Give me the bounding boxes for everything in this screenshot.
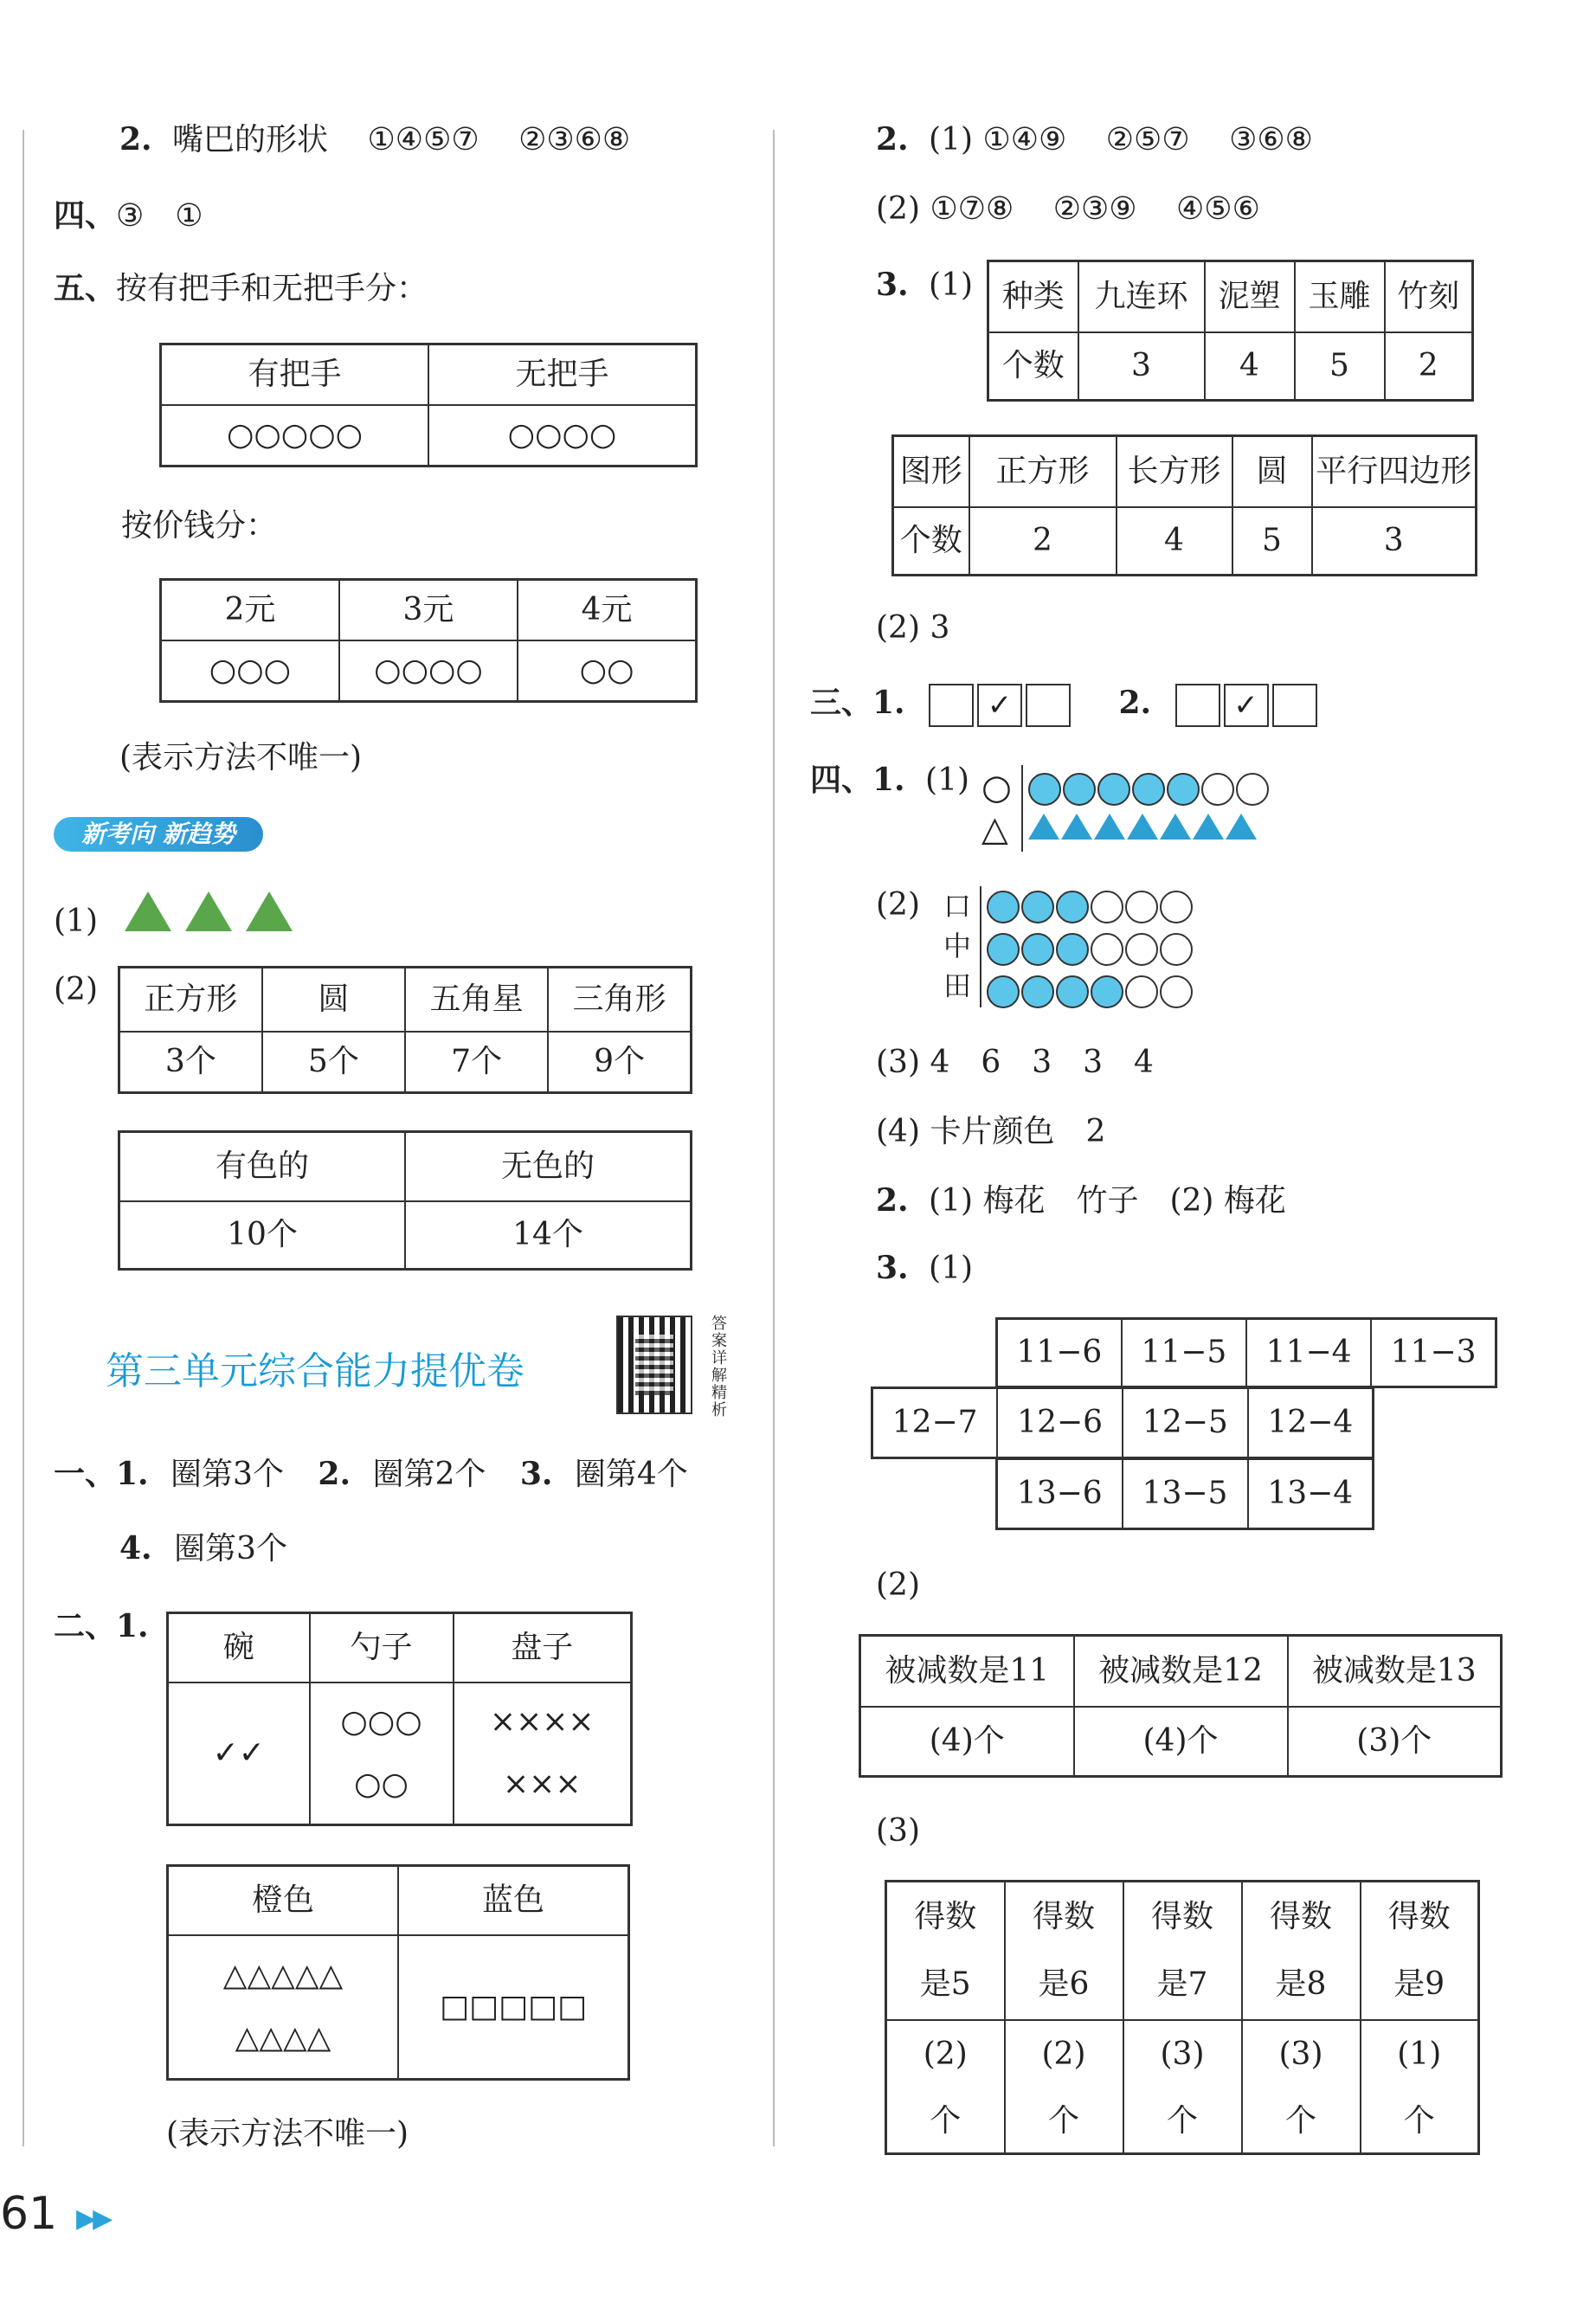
item-number: 3. xyxy=(876,267,909,303)
orange-row-1: △△△△△ xyxy=(222,1958,344,1994)
subtraction-grid xyxy=(871,1317,1497,1532)
table-cell: 11−3 xyxy=(1371,1319,1496,1387)
table-cell: 10个 xyxy=(119,1201,406,1270)
answer-box xyxy=(1272,684,1317,727)
answer-a: ①④⑤⑦ xyxy=(367,122,479,158)
answer-box xyxy=(929,684,974,727)
table-header: 得数 xyxy=(1005,1882,1123,1951)
table-cell: ○○ xyxy=(518,640,696,702)
section5-line xyxy=(876,1182,1286,1219)
answer-box-checked: ✓ xyxy=(977,684,1022,727)
plate-row-2: ××× xyxy=(503,1766,582,1802)
table-cell xyxy=(454,1683,632,1825)
shape-table xyxy=(118,966,692,1094)
table-header: 是8 xyxy=(1242,1951,1361,2020)
item-number: 2. xyxy=(1118,685,1152,721)
next-arrows-icon: ▶▶ xyxy=(76,2204,110,2234)
table-cell: ○○○ xyxy=(161,640,339,702)
triangles xyxy=(125,904,306,939)
answer-box xyxy=(1026,684,1071,727)
answer-c: ③⑥⑧ xyxy=(1229,122,1313,158)
handle-table xyxy=(159,343,698,467)
table-cell xyxy=(168,1935,399,2080)
table-header: 长方形 xyxy=(1117,436,1232,507)
item-text: (1) 梅花 竹子 (2) 梅花 xyxy=(929,1183,1286,1219)
table-header: 被减数是11 xyxy=(860,1636,1074,1707)
table-cell: 2 xyxy=(969,507,1117,576)
color2-table xyxy=(166,1864,630,2081)
minuend-table xyxy=(859,1634,1503,1778)
table-cell: 3 xyxy=(1312,507,1477,576)
table-header: 是6 xyxy=(1005,1951,1123,2020)
table-cell: (2) xyxy=(886,2020,1005,2089)
price-label: 按价钱分： xyxy=(121,508,278,544)
table-header: 五角星 xyxy=(405,968,548,1032)
answer-a: ①④⑨ xyxy=(982,122,1067,158)
table-cell: 11−6 xyxy=(997,1319,1122,1387)
circle-row xyxy=(1028,769,1271,806)
part-label: (1) xyxy=(925,762,970,798)
table-cell: 个 xyxy=(886,2089,1005,2154)
qr-code-icon[interactable] xyxy=(616,1316,692,1414)
q2-label: (2) xyxy=(54,972,98,1007)
sub-row-3 xyxy=(995,1457,1374,1530)
figure-table xyxy=(891,434,1477,576)
table-header: 图形 xyxy=(893,436,969,507)
table-header: 被减数是12 xyxy=(1074,1636,1288,1707)
section1-line-b xyxy=(119,1530,287,1567)
check-boxes-2 xyxy=(1175,685,1321,721)
triangle-label-icon: △ xyxy=(981,809,1008,849)
item-number: 3. xyxy=(876,1250,909,1286)
right-line-4: (2) 3 xyxy=(876,610,950,646)
section4-label xyxy=(810,762,969,799)
table-cell: 9个 xyxy=(548,1032,691,1093)
circle-label-icon: ○ xyxy=(981,768,1012,807)
table-cell: (3)个 xyxy=(1288,1707,1502,1777)
table-header: 有色的 xyxy=(119,1132,406,1201)
part-label: (2) xyxy=(876,191,920,227)
table-header: 无把手 xyxy=(428,344,697,405)
answer-a: ①⑦⑧ xyxy=(930,191,1014,227)
answer-box-checked: ✓ xyxy=(1224,684,1269,727)
table-cell xyxy=(310,1683,454,1825)
table-header: 是5 xyxy=(886,1951,1005,2020)
note-1: (表示方法不唯一) xyxy=(119,740,363,775)
part2-label: (2) xyxy=(876,887,920,923)
table-header: 泥塑 xyxy=(1205,261,1295,332)
table-header: 盘子 xyxy=(454,1613,632,1683)
table-cell: 3 xyxy=(1078,332,1205,401)
table-header: 是7 xyxy=(1123,1951,1242,2020)
item-number: 一、1. xyxy=(54,1456,149,1492)
green-triangle-icon xyxy=(185,891,232,931)
table-cell: 个 xyxy=(1242,2089,1361,2154)
table-cell: ○○○○ xyxy=(339,640,518,702)
answer-b: ②⑤⑦ xyxy=(1105,122,1190,158)
table-header: 圆 xyxy=(1232,436,1312,507)
answer-2: 圈第2个 xyxy=(372,1457,486,1492)
craft-table xyxy=(987,260,1474,402)
table-header: 无色的 xyxy=(405,1132,692,1201)
table-cell: 个 xyxy=(1123,2089,1242,2154)
check-boxes-1 xyxy=(929,685,1084,721)
table-header: 正方形 xyxy=(969,436,1117,507)
table-header: 4元 xyxy=(518,580,696,640)
table-cell: ✓✓ xyxy=(168,1683,310,1825)
table-cell: 11−4 xyxy=(1246,1319,1371,1387)
row-labels xyxy=(981,767,1016,850)
item-number: 2. xyxy=(119,121,152,158)
new-trend-badge: 新考向 新趋势 xyxy=(54,817,263,852)
triangle-row xyxy=(1028,811,1271,848)
table-header: 得数 xyxy=(886,1882,1005,1951)
answer-b: ②③⑥⑧ xyxy=(518,122,631,158)
part-label: (1) xyxy=(929,122,974,158)
item-number: 五、 xyxy=(54,270,117,306)
answer-4: 圈第3个 xyxy=(174,1531,287,1567)
answer-1: 圈第3个 xyxy=(171,1457,284,1492)
circle-triangle-chart xyxy=(981,765,1271,852)
left-margin-line xyxy=(23,130,24,2146)
item-number: 四、1. xyxy=(810,762,905,798)
q1-label: (1) xyxy=(54,904,98,939)
answer-box xyxy=(1175,684,1220,727)
chart-2 xyxy=(943,886,1194,1009)
item-number: 4. xyxy=(119,1530,152,1567)
table-header: 九连环 xyxy=(1078,261,1205,332)
column-divider xyxy=(773,130,775,2146)
label-tian: 田 xyxy=(943,969,972,1002)
label-kou: 口 xyxy=(943,890,972,923)
sub-row-1 xyxy=(995,1317,1497,1388)
section2-label: 二、1. xyxy=(54,1608,149,1644)
answer-3: 圈第4个 xyxy=(574,1457,688,1492)
table-header: 竹刻 xyxy=(1385,261,1473,332)
table-cell: 4 xyxy=(1117,507,1232,576)
table-cell: 个数 xyxy=(988,332,1078,401)
table-cell: ○○○○○ xyxy=(161,405,429,466)
table-cell: 12−4 xyxy=(1248,1388,1374,1458)
page-number: 61 xyxy=(0,2188,58,2240)
table-cell: 2 xyxy=(1385,332,1473,401)
chart-axis xyxy=(1021,765,1023,852)
item-text: 嘴巴的形状 xyxy=(172,122,329,158)
table-cell: (3) xyxy=(1242,2020,1361,2089)
dish-table xyxy=(166,1612,633,1826)
item-number: 三、1. xyxy=(810,685,905,721)
table-cell: 11−5 xyxy=(1122,1319,1246,1387)
green-triangle-icon xyxy=(246,891,293,931)
table-cell: (1) xyxy=(1361,2020,1479,2089)
color-table xyxy=(118,1130,692,1271)
table-cell: 5个 xyxy=(262,1032,405,1093)
table-cell: 3个 xyxy=(119,1032,262,1093)
table-header: 得数 xyxy=(1123,1882,1242,1951)
table-cell: 12−5 xyxy=(1123,1388,1248,1458)
table-cell: 个数 xyxy=(893,507,969,576)
table-header: 橙色 xyxy=(168,1866,399,1935)
answer-b: ②③⑨ xyxy=(1052,191,1137,227)
qr-caption: 答案详解精析 xyxy=(711,1315,727,1419)
sub-row-2 xyxy=(871,1387,1374,1459)
circle-row xyxy=(987,929,1194,966)
table-header: 碗 xyxy=(168,1613,310,1683)
spoon-row-2: ○○ xyxy=(354,1766,409,1802)
table-cell: (4)个 xyxy=(860,1707,1074,1777)
left-line-1 xyxy=(119,121,630,158)
item-number: 四、 xyxy=(54,197,117,234)
table-cell: 13−5 xyxy=(1123,1459,1248,1529)
label-zhong: 中 xyxy=(943,930,972,962)
part3b-label: (3) xyxy=(876,1813,920,1849)
part4-line: (4) 卡片颜色 2 xyxy=(876,1114,1106,1149)
right-line-2 xyxy=(876,190,1260,228)
circle-row xyxy=(987,971,1194,1008)
chart-row-labels xyxy=(943,886,975,1006)
table-cell: 5 xyxy=(1232,507,1312,576)
table-header: 得数 xyxy=(1242,1882,1361,1951)
symbol-rows xyxy=(1028,769,1271,848)
table-cell: 5 xyxy=(1295,332,1385,401)
chart-axis xyxy=(980,886,981,1007)
part-label: (1) xyxy=(929,267,974,303)
table-header: 3元 xyxy=(339,580,518,640)
table-header: 得数 xyxy=(1361,1882,1479,1951)
table-cell: 4 xyxy=(1205,332,1295,401)
table-header: 圆 xyxy=(262,968,405,1032)
item-number: 2. xyxy=(318,1456,351,1492)
table-cell: (4)个 xyxy=(1074,1707,1288,1777)
table-cell: □□□□□ xyxy=(398,1935,629,2080)
chart-rows xyxy=(987,886,1194,1009)
orange-row-2: △△△△ xyxy=(235,2019,331,2056)
item-number: 2. xyxy=(876,121,909,158)
table-cell: 12−6 xyxy=(997,1388,1123,1458)
table-header: 是9 xyxy=(1361,1951,1479,2020)
item-text: ③ ① xyxy=(116,198,203,234)
table-header: 勺子 xyxy=(310,1613,454,1683)
table-cell: 13−6 xyxy=(997,1459,1123,1529)
table-header: 有把手 xyxy=(161,344,429,405)
left-line-3 xyxy=(54,270,428,307)
table-cell: 个 xyxy=(1361,2089,1479,2154)
item-text: 按有把手和无把手分： xyxy=(116,271,428,306)
section6-line xyxy=(876,1250,973,1287)
table-header: 三角形 xyxy=(548,968,691,1032)
note-2: (表示方法不唯一) xyxy=(166,2116,409,2152)
item-number: 3. xyxy=(519,1456,553,1492)
spoon-row-1: ○○○ xyxy=(340,1704,422,1740)
table-cell: 个 xyxy=(1005,2089,1123,2154)
right-line-3 xyxy=(876,267,973,304)
left-line-2 xyxy=(54,197,203,235)
part2b-label: (2) xyxy=(876,1567,920,1603)
table-header: 平行四边形 xyxy=(1312,436,1477,507)
q1-line xyxy=(54,891,306,940)
table-header: 2元 xyxy=(161,580,339,640)
price-table xyxy=(159,578,698,703)
table-header: 玉雕 xyxy=(1295,261,1385,332)
table-cell: ○○○○ xyxy=(428,405,697,466)
plate-row-1: ×××× xyxy=(489,1704,595,1740)
green-triangle-icon xyxy=(125,891,171,931)
item-number: 2. xyxy=(876,1182,909,1219)
right-line-1 xyxy=(876,121,1313,158)
section1-line xyxy=(54,1456,688,1493)
table-header: 蓝色 xyxy=(398,1866,629,1935)
section3-line xyxy=(810,684,1321,727)
part-label: (1) xyxy=(929,1251,974,1286)
table-cell: 14个 xyxy=(405,1201,692,1270)
section-title: 第三单元综合能力提优卷 xyxy=(106,1349,524,1393)
table-header: 被减数是13 xyxy=(1288,1636,1502,1707)
score-table xyxy=(885,1880,1480,2155)
table-cell: 12−7 xyxy=(872,1388,998,1458)
table-cell: 13−4 xyxy=(1248,1459,1374,1529)
table-header: 种类 xyxy=(988,261,1078,332)
circle-row xyxy=(987,886,1194,923)
table-cell: (2) xyxy=(1005,2020,1123,2089)
part3-line: (3) 4 6 3 3 4 xyxy=(876,1045,1154,1080)
table-cell: 7个 xyxy=(405,1032,548,1093)
table-cell: (3) xyxy=(1123,2020,1242,2089)
table-header: 正方形 xyxy=(119,968,262,1032)
answer-c: ④⑤⑥ xyxy=(1176,191,1260,227)
